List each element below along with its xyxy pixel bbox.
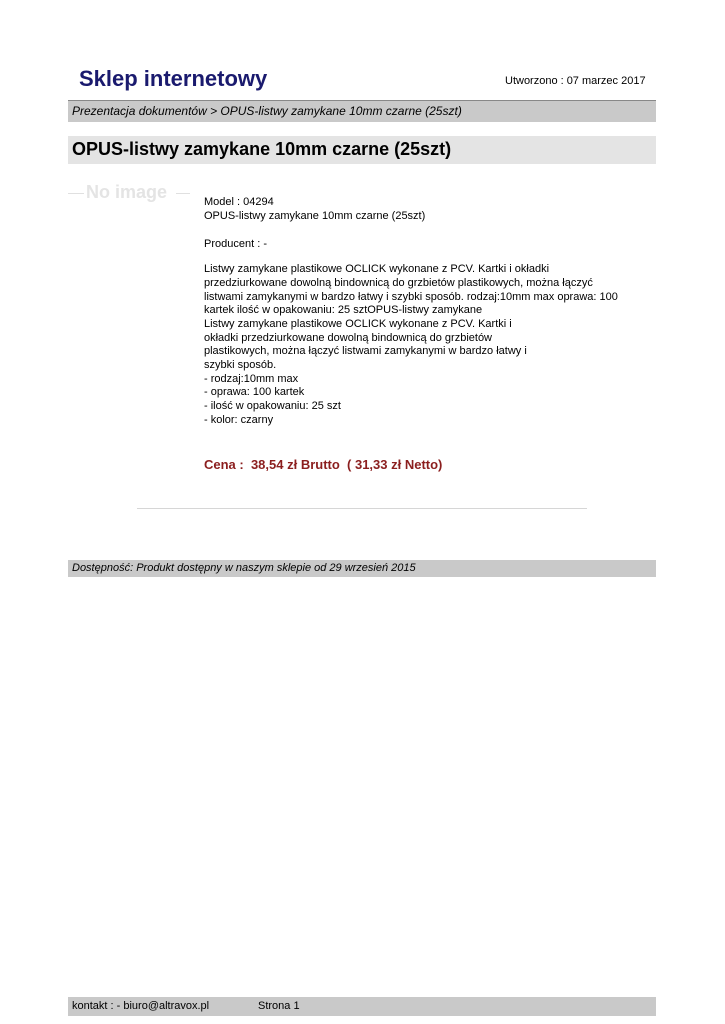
footer-page-number: Strona 1	[258, 1000, 300, 1012]
breadcrumb: Prezentacja dokumentów > OPUS-listwy zamykane 10mm czarne (25szt)	[68, 101, 656, 122]
no-image-placeholder	[68, 182, 190, 204]
product-title: OPUS-listwy zamykane 10mm czarne (25szt)	[72, 139, 452, 159]
footer-contact: kontakt : - biuro@altravox.pl	[72, 1000, 210, 1012]
product-title-bar	[68, 136, 656, 164]
product-details	[204, 196, 624, 428]
created-value: : 07 marzec 2017	[560, 75, 646, 87]
footer-bar	[68, 997, 656, 1016]
product-description: Listwy zamykane plastikowe OCLICK wykonane z PCV. Kartki i okładki przedziurkowane dowolną bindownicą do grzbietów plastikowych, można łączyć listwami zamykanymi w bardzo łatwy i szybki sposób. rodzaj:10mm max oprawa: 100 kartek ilość w opakowaniu: 25 sztOPUS-listwy zamykane Listwy zamykane plastikowe OCLICK wykonane z PCV. Kartki i okładki przedziurkowane dowolną bindownicą do grzbietów plastikowych, można łączyć listwami zamykanymi w bardzo łatwy i szybki sposób. - rodzaj:10mm max - oprawa: 100 kartek - ilość w opakowaniu: 25 szt - kolor: czarny	[204, 263, 618, 426]
section-divider	[137, 508, 587, 509]
placeholder-line-left	[68, 193, 84, 194]
availability-bar: Dostępność: Produkt dostępny w naszym sklepie od 29 wrzesień 2015	[68, 560, 656, 577]
product-producer: Producent : -	[204, 238, 267, 251]
product-model: Model : 04294	[204, 196, 274, 208]
placeholder-line-right	[176, 193, 190, 194]
created-label: Utworzono	[505, 75, 558, 87]
product-name: OPUS-listwy zamykane 10mm czarne (25szt)	[204, 209, 426, 222]
product-price: Cena : 38,54 zł Brutto ( 31,33 zł Netto)	[204, 457, 443, 472]
no-image-text: No image	[86, 182, 168, 202]
created-date	[505, 75, 646, 87]
site-title: Sklep internetowy	[79, 66, 268, 91]
